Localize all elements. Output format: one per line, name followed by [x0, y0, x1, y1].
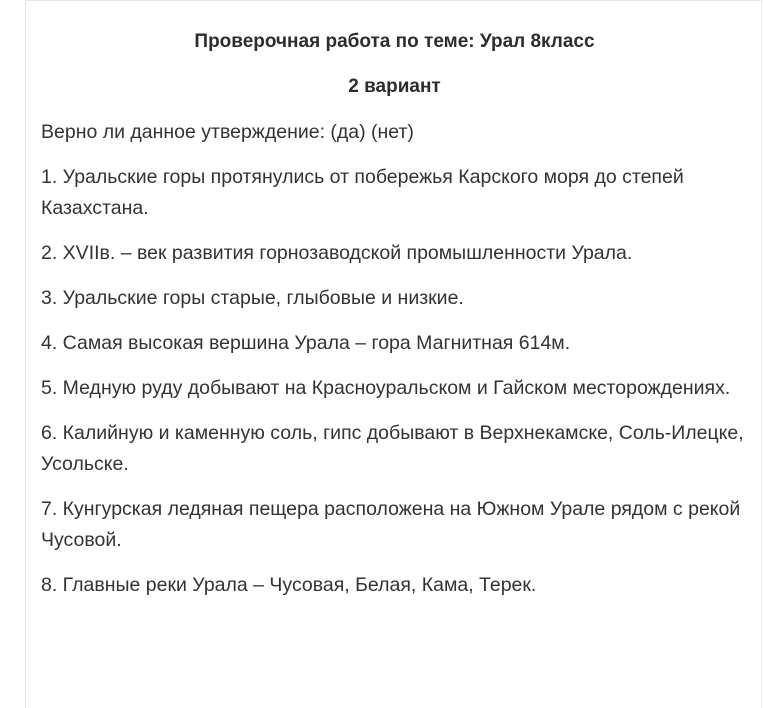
statement-item: 5. Медную руду добывают на Красноуральском и Гайском месторождениях.: [41, 377, 731, 399]
instruction-text: Верно ли данное утверждение: (да) (нет): [41, 121, 414, 143]
statement-item: 3. Уральские горы старые, глыбовые и низкие.: [41, 287, 464, 309]
document-title: Проверочная работа по теме: Урал 8класс: [194, 31, 595, 52]
statement-item: 2. XVIIв. – век развития горнозаводской промышленности Урала.: [41, 242, 633, 264]
statement-item: 7. Кунгурская ледяная пещера расположена на Южном Урале рядом с рекой Чусовой.: [41, 498, 741, 551]
statement-item: 6. Калийную и каменную соль, гипс добывают в Верхнекамске, Соль-Илецке, Усольске.: [41, 422, 744, 475]
variant-heading: 2 вариант: [348, 76, 441, 97]
statement-item: 4. Самая высокая вершина Урала – гора Магнитная 614м.: [41, 332, 571, 354]
statement-item: 1. Уральские горы протянулись от побережья Карского моря до степей Казахстана.: [41, 166, 684, 219]
document-card: [25, 0, 762, 708]
statement-item: 8. Главные реки Урала – Чусовая, Белая, Кама, Терек.: [41, 574, 537, 596]
document-body: [41, 117, 756, 615]
